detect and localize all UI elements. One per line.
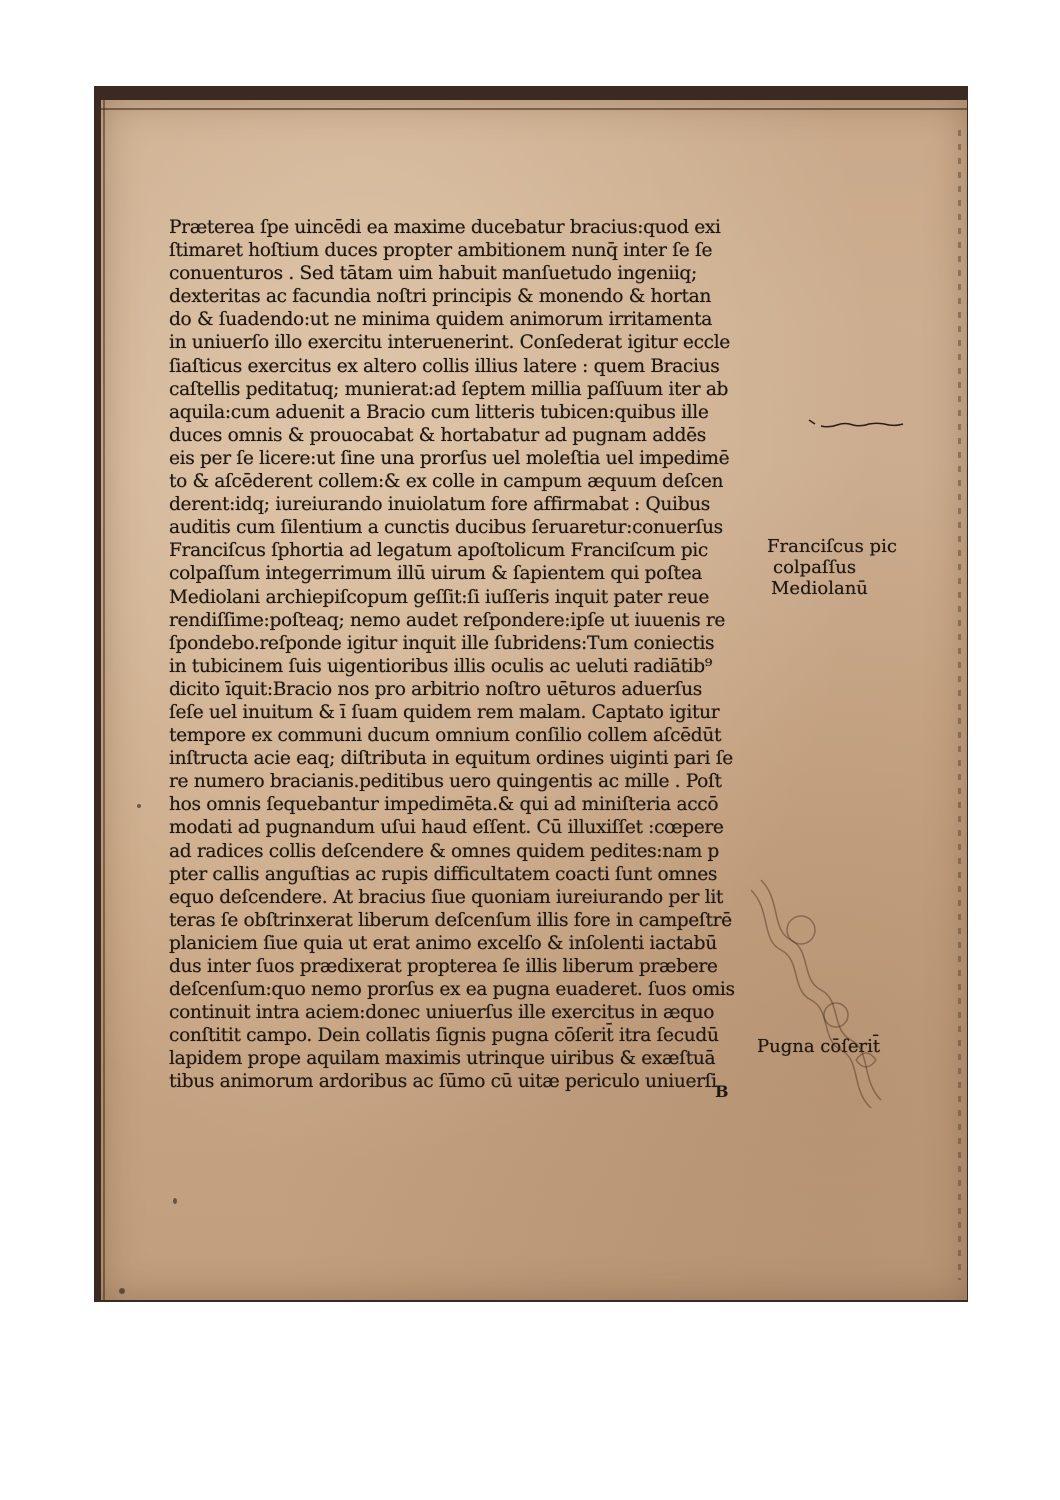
text-line-33: dus inter ſuos prædixerat propterea ſe illis liberum præbere <box>169 956 718 977</box>
text-line-32: planiciem ſiue quia ut erat animo excelſo & inſolenti iactabū <box>169 932 717 954</box>
text-line-17: Mediolani archiepiſcopum geſſit:ſi iuſſeris inquit pater reue <box>169 586 710 608</box>
text-line-8: caſtellis peditatuq; munierat:ad ſeptem millia paſſuum iter ab <box>169 378 729 400</box>
text-line-10: duces omnis & prouocabat & hortabatur ad pugnam addēs <box>169 424 706 446</box>
margin-note-pugna: Pugna cōſerit̄ <box>757 1036 881 1057</box>
margin-note-francesco <box>767 536 897 599</box>
library-stamp-watermark-icon <box>741 870 891 1110</box>
ink-spot <box>173 1198 177 1204</box>
text-line-30: equo deſcendere. At bracius ſiue quoniam iureiurando per lit <box>169 886 724 908</box>
book-page <box>101 100 967 1300</box>
text-line-25: re numero bracianis.peditibus uero quingentis ac mille . Poſt <box>169 771 722 793</box>
text-line-22: ſeſe uel inuitum & ī ſuam quidem rem malam. Captato igitur <box>169 701 720 723</box>
margin-note-line: Franciſcus pic <box>767 536 897 557</box>
text-line-31: teras ſe obſtrinxerat liberum deſcenſum illis fore in campeſtrē <box>169 909 732 931</box>
text-line-18: rendiſſime:poſteaq; nemo audet reſpondere:ipſe ut iuuenis re <box>169 609 726 631</box>
page-edge-right <box>958 130 961 1280</box>
text-line-11: eis per ſe licere:ut ſine una prorſus uel moleſtia uel impedimē <box>169 447 730 469</box>
text-line-36: conſtitit campo. Dein collatis ſignis pugna cōſerit̄ itra ſecudū <box>169 1025 719 1047</box>
text-line-20: in tubicinem ſuis uigentioribus illis oculis ac ueluti radiātib⁹ <box>169 655 712 677</box>
text-line-38: tibus animorum ardoribus ac ſūmo cū uitæ periculo uniuerſi <box>169 1071 717 1093</box>
ink-spot <box>119 1288 125 1294</box>
margin-note-line: colpaſſus <box>773 557 857 578</box>
text-line-19: ſpondebo.reſponde igitur inquit ille ſubridens:Tum coniectis <box>169 632 715 654</box>
text-line-3: conuenturos . Sed tātam uim habuit manſuetudo ingeniiq; <box>169 263 697 285</box>
signature-mark: B <box>715 1082 729 1101</box>
page-edge-left <box>103 100 105 1300</box>
text-line-16: colpaſſum integerrimum illū uirum & ſapientem qui poſtea <box>169 563 703 585</box>
text-line-14: auditis cum ſilentium a cunctis ducibus ſeruaretur:conuerſus <box>169 517 723 539</box>
text-line-6: in uniuerſo illo exercitu interuenerint. Conſederat igitur eccle <box>169 332 730 354</box>
text-line-2: ſtimaret hoſtium duces propter ambitionem nunq̄ inter ſe ſe <box>169 240 713 262</box>
text-line-7: ſiaſticus exercitus ex altero collis illius latere : quem Bracius <box>169 355 720 377</box>
text-line-5: do & ſuadendo:ut ne minima quidem animorum irritamenta <box>169 309 713 331</box>
text-line-12: to & aſcēderent collem:& ex colle in campum æquum deſcen <box>169 471 724 493</box>
text-line-29: pter callis anguſtias ac rupis difficultatem coacti ſunt omnes <box>169 863 718 885</box>
text-line-21: dicito īquit:Bracio nos pro arbitrio noſtro uēturos aduerſus <box>169 678 702 700</box>
ink-spot <box>137 804 141 808</box>
text-line-34: deſcenſum:quo nemo prorſus ex ea pugna euaderet. ſuos omis <box>169 979 735 1001</box>
text-line-9: aquila:cum aduenit a Bracio cum litteris tubicen:quibus ille <box>169 401 709 423</box>
marginal-scribble-icon <box>807 412 907 432</box>
page-edge-top <box>101 108 967 110</box>
text-line-13: derent:idq; iureiurando inuiolatum fore affirmabat : Quibus <box>169 494 710 516</box>
text-line-1: Præterea ſpe uincēdi ea maxime ducebatur bracius:quod exi <box>169 217 721 238</box>
text-line-4: dexteritas ac facundia noſtri principis & monendo & hortan <box>169 286 711 308</box>
text-line-37: lapidem prope aquilam maximis utrinque uiribus & exæſtuā <box>169 1048 716 1070</box>
text-line-27: modati ad pugnandum uſui haud eſſent. Cū illuxiſſet :cœpere <box>169 817 724 839</box>
text-line-24: inſtructa acie eaq; diſtributa in equitum ordines uiginti pari ſe <box>169 748 733 770</box>
text-line-28: ad radices collis deſcendere & omnes quidem pedites:nam p <box>169 840 719 862</box>
text-line-15: Franciſcus ſphortia ad legatum apoſtolicum Franciſcum pic <box>169 540 708 562</box>
text-line-26: hos omnis ſequebantur impedimēta.& qui ad miniſteria accō <box>169 794 719 816</box>
text-line-35: continuit intra aciem:donec uniuerſus ille exercitus in æquo <box>169 1002 715 1024</box>
text-line-23: tempore ex communi ducum omnium conſilio collem aſcēdūt <box>169 725 722 747</box>
main-text-block <box>169 216 769 1094</box>
margin-note-line: Mediolanū <box>771 578 868 599</box>
